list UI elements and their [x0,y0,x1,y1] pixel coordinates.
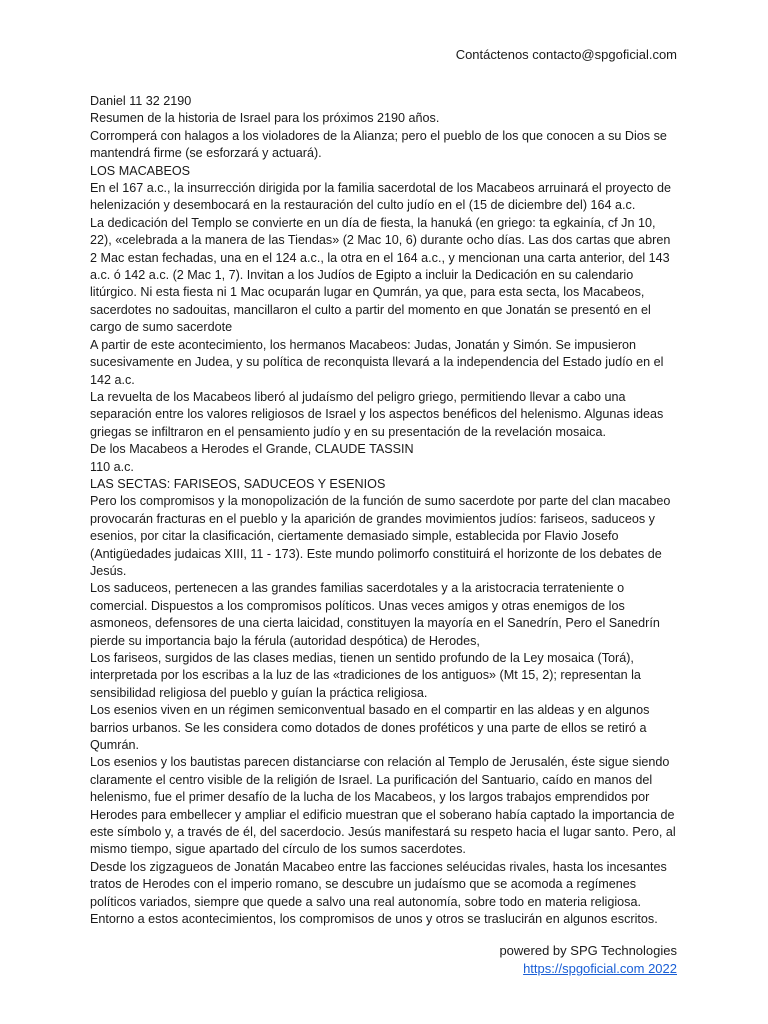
body-paragraph: La dedicación del Templo se convierte en un día de fiesta, la hanuká (en griego: ta egkainía, cf Jn 10, 22), «celebrada a la manera de las Tiendas» (2 Mac 10, 6) durante ocho días. Las dos cartas que abren 2 Mac estan fechadas, una en el 124 a.c., la otra en el 164 a.c., y mencionan una carta anterior, del 143 a.c. ó 142 a.c. (2 Mac 1, 7). Invitan a los Judíos de Egipto a incluir la Dedicación en su calendario litúrgico. Ni esta fiesta ni 1 Mac ocuparán lugar en Qumrán, ya que, para esta secta, los Macabeos, sacerdotes no sadouitas, mancillaron el culto a partir del momento en que Jonatán se presentó en el cargo de sumo sacerdote [90,215,671,335]
contact-header [456,46,677,64]
page-footer [499,942,677,978]
summary-line: Resumen de la historia de Israel para los próximos 2190 años. [90,111,440,126]
source-citation: De los Macabeos a Herodes el Grande, CLAUDE TASSIN [90,442,414,457]
body-paragraph: Los esenios viven en un régimen semiconventual basado en el compartir en las aldeas y en algunos barrios urbanos. Se les considera como dotados de dones proféticos y una parte de ellos se retiró a Qumrán. [90,703,650,753]
body-paragraph: Los saduceos, pertenecen a las grandes familias sacerdotales y a la aristocracia terrateniente o comercial. Dispuestos a los compromisos políticos. Unas veces amigos y otras enemigos de los asmoneos, defensores de una cierta laicidad, constituyen la mayoría en el Sanedrín, Pero el Sanedrín pierde su importancia bajo la férula (autoridad despótica) de Herodes, [90,581,660,648]
contact-text: Contáctenos contacto@spgoficial.com [455,47,677,62]
body-paragraph: La revuelta de los Macabeos liberó al judaísmo del peligro griego, permitiendo llevar a cabo una separación entre los valores religiosos de Israel y los aspectos benéficos del helenismo. Algunas ideas griegas se infiltraron en el pensamiento judío y en su presentación de la revelación mosaica. [90,389,664,439]
date-line: 110 a.c. [90,459,134,474]
body-paragraph: A partir de este acontecimiento, los hermanos Macabeos: Judas, Jonatán y Simón. Se impusieron sucesivamente en Judea, y su política de reconquista llevará a la independencia del Estado judío en el 142 a.c. [90,337,664,387]
body-paragraph: Desde los zigzagueos de Jonatán Macabeo entre las facciones seléucidas rivales, hasta los incesantes tratos de Herodes con el imperio romano, se descubre un judaísmo que se acomoda a regímenes políticos variados, siempre que quede a salvo una real autonomía, sobre todo en materia religiosa. [90,859,667,909]
section-heading-sectas: LAS SECTAS: FARISEOS, SADUCEOS Y ESENIOS [90,476,386,491]
section-heading-macabeos: LOS MACABEOS [90,163,191,178]
body-paragraph: Los esenios y los bautistas parecen distanciarse con relación al Templo de Jerusalén, éste sigue siendo claramente el centro visible de la religión de Israel. La purificación del Santuario, caído en manos del helenismo, fue el primer desafío de la lucha de los Macabeos, y los largos trabajos emprendidos por Herodes para embellecer y ampliar el edificio muestran que el soberano había captado la importancia de este símbolo y, a través de él, del sacerdocio. Jesús manifestará su respeto hacia el lugar santo. Pero, al mismo tiempo, sigue apartado del círculo de los sumos sacerdotes. [90,755,676,857]
body-paragraph: Los fariseos, surgidos de las clases medias, tienen un sentido profundo de la Ley mosaica (Torá), interpretada por los escribas a la luz de las «tradiciones de los antiguos» (Mt 15, 2); representan la sensibilidad religiosa del pueblo y guían la práctica religiosa. [90,651,641,700]
body-paragraph: Pero los compromisos y la monopolización de la función de sumo sacerdote por parte del clan macabeo provocarán fracturas en el pueblo y la aparición de grandes movimientos judíos: fariseos, saduceos y esenios, por citar la clasificación, ciertamente demasiado simple, establecida por Flavio Josefo (Antigüedades judaicas XIII, 11 - 173). Este mundo polimorfo constituirá el horizonte de los debates de Jesús. [90,494,671,578]
body-paragraph: Entorno a estos acontecimientos, los compromisos de unos y otros se traslucirán en algunos escritos. [90,912,658,927]
document-body [90,93,680,929]
reference-line: Daniel 11 32 2190 [90,94,192,108]
powered-by-text: powered by SPG Technologies [499,943,677,958]
website-link[interactable]: https://spgoficial.com 2022 [523,961,677,976]
quote-paragraph: Corromperá con halagos a los violadores de la Alianza; pero el pueblo de los que conocen a su Dios se mantendrá firme (se esforzará y actuará). [90,128,667,161]
body-paragraph: En el 167 a.c., la insurrección dirigida por la familia sacerdotal de los Macabeos arruinará el proyecto de helenización y desembocará en la restauración del culto judío en el (15 de diciembre del) 164 a.c. [90,181,672,213]
